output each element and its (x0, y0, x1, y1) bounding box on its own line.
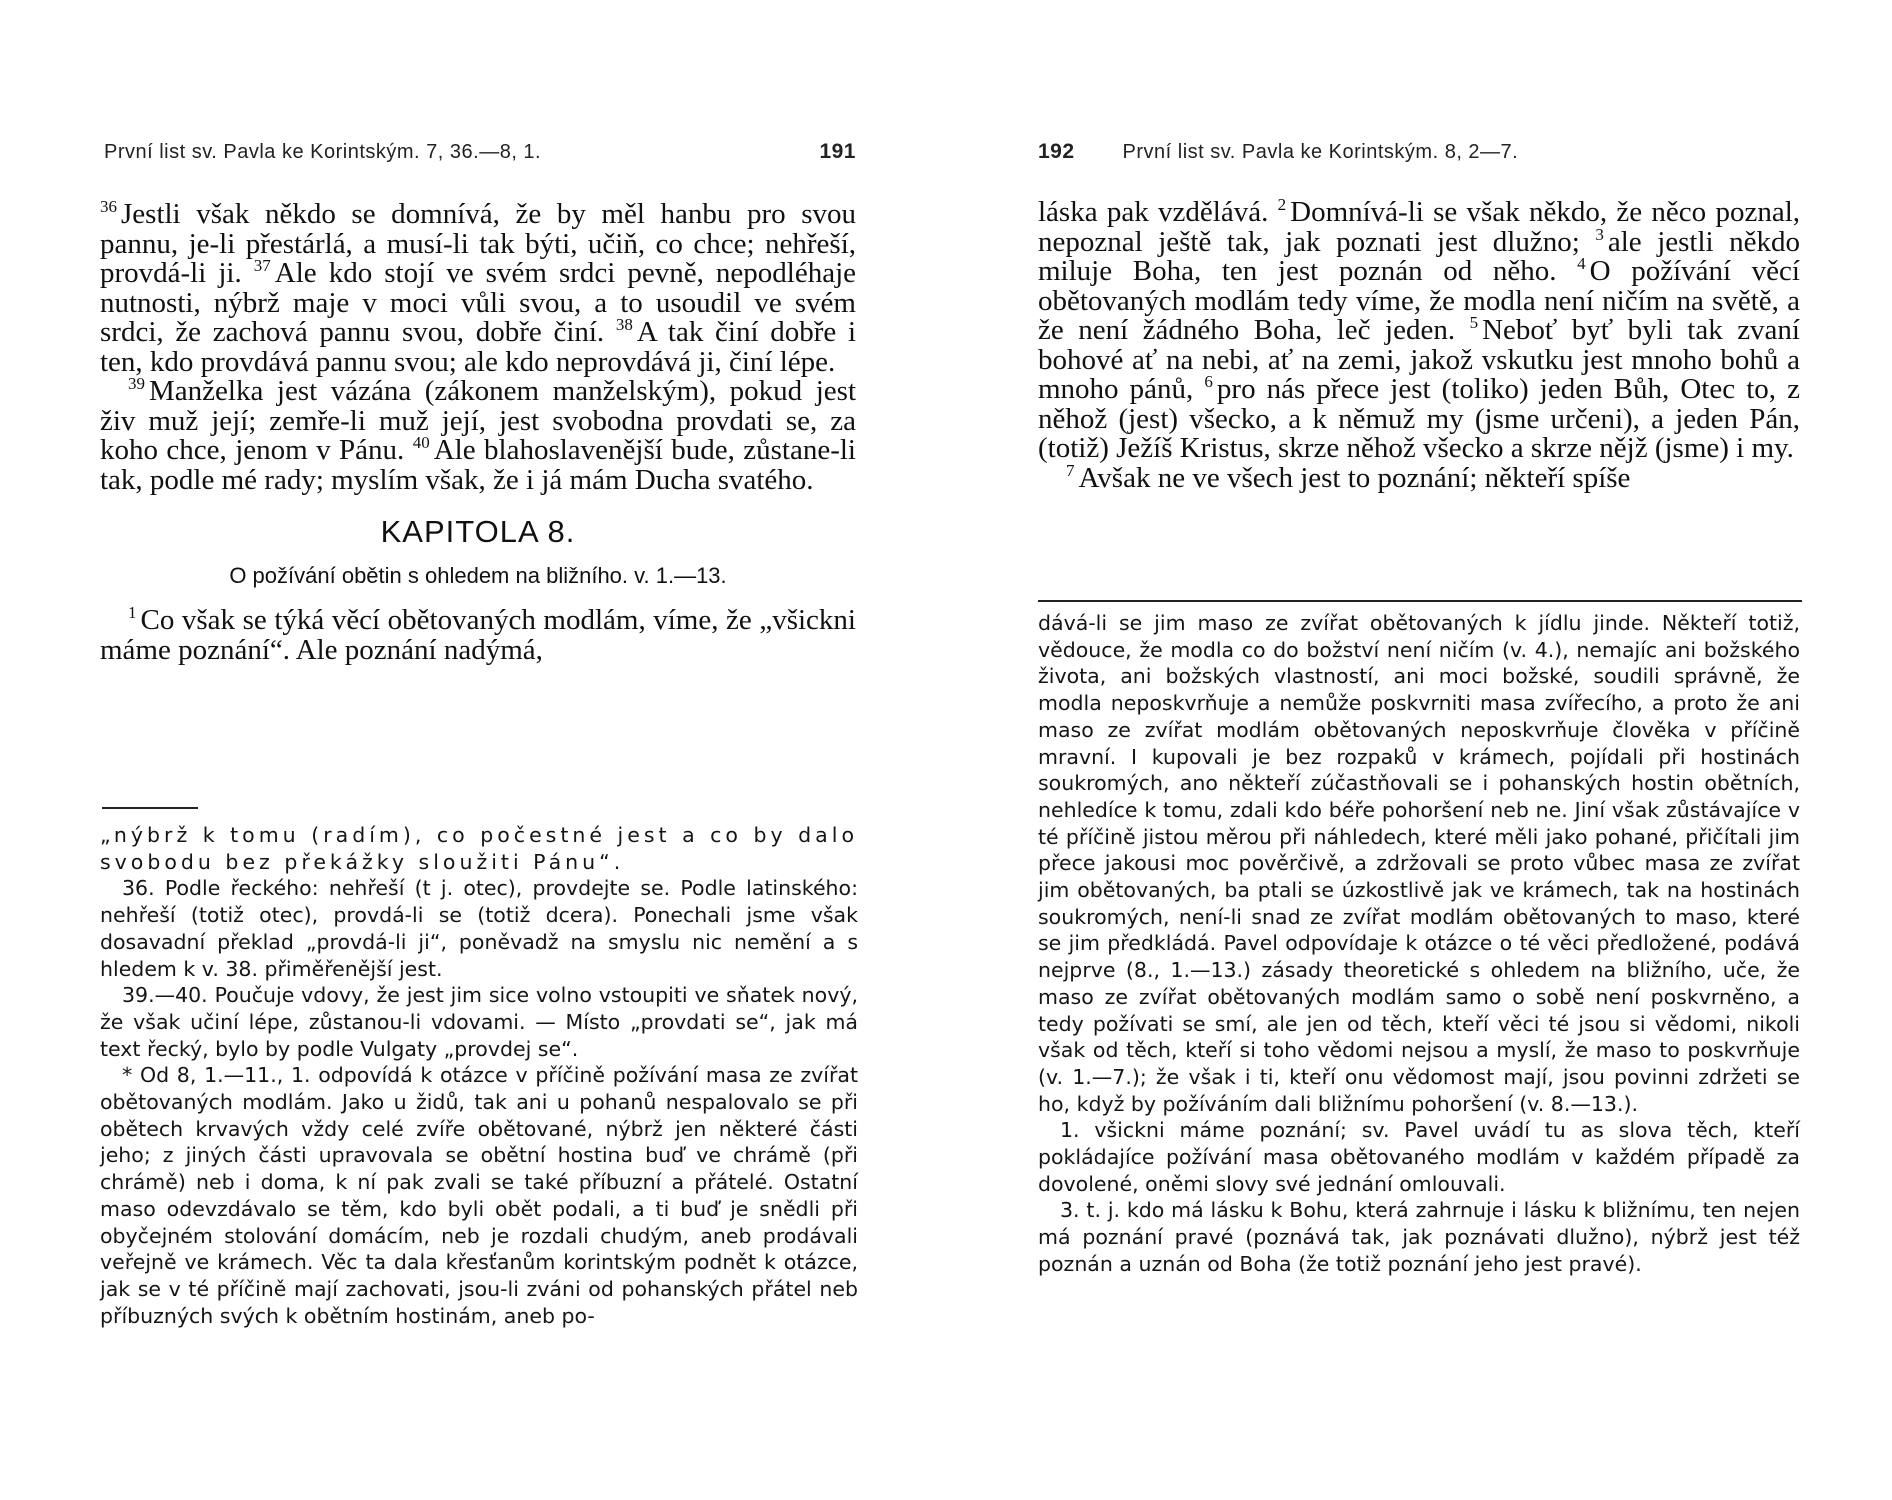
verse-number: 4 (1577, 254, 1586, 274)
verse-number: 40 (412, 433, 430, 453)
chapter-title: KAPITOLA 8. (380, 514, 576, 549)
verse-paragraph (1038, 460, 1800, 494)
verse-number: 1 (128, 603, 137, 623)
verse-paragraph (100, 197, 857, 378)
verse-text: Avšak ne ve všech jest to poznání; někteří spíše (1078, 461, 1631, 494)
main-text-right (1038, 195, 1801, 494)
verse-text: Jestli však někdo se domnívá, že by měl hanbu pro svou pannu, je-li přestárlá, a musí-li tak býti, učiň, co chce; nehřeší, provdá-li ji. (100, 198, 856, 289)
verse-paragraph (100, 374, 856, 496)
verse-number: 36 (100, 197, 117, 217)
footnote-divider (102, 807, 198, 809)
running-head-left (104, 140, 856, 174)
verse-text: Ale kdo stojí ve svém srdci pevně, nepodléhaje nutnosti, nýbrž maje v moci vůli svou, a to usoudil ve svém srdci, že zachová pannu svou, dobře činí. (100, 257, 857, 348)
footnote: 39.—40. Poučuje vdovy, že jest jim sice volno vstoupiti ve sňatek nový, že však učiní lépe, zůstanou-li vdovami. — Místo „provdati se“, jak má text řecký, bylo by podle Vulgaty „provdej se“. (100, 983, 858, 1061)
verse-text: A tak činí dobře i ten, kdo provdává pannu svou; ale kdo neprovdává ji, činí lépe. (100, 316, 857, 378)
footnote-divider (1038, 600, 1802, 602)
header-title-left: První list sv. Pavla ke Korintským. 7, 36.—8, 1. (104, 141, 542, 163)
verse-number: 6 (1204, 372, 1213, 392)
footnote: 1. všickni máme poznání; sv. Pavel uvádí tu as slova těch, kteří pokládajíce požívání masa obětovaného modlám v každém případě za dovolené, oněmi slovy své jednání omlouvali. (1038, 1118, 1800, 1196)
footnote: 36. Podle řeckého: nehřeší (t j. otec), provdejte se. Podle latinského: nehřeší (totiž otec), provdá-li se (totiž dcera). Ponechali jsme však dosavadní překlad „provdá-li ji“, poněvadž na smyslu nic nemění a s hledem k v. 38. přiměřenější jest. (100, 876, 858, 981)
verse-text: O požívání věcí obětovaných modlám tedy víme, že modla není ničím na světě, a že není žádného Boha, leč jeden. (1038, 255, 1800, 346)
verse-text: Manželka jest vázána (zákonem manželským), pokud jest živ muž její; zemře-li muž její, jest svobodna provdati se, za koho chce, jenom v Pánu. (100, 375, 856, 466)
right-page (946, 0, 1892, 1500)
running-head-right (1038, 140, 1798, 174)
verse-number: 7 (1066, 460, 1075, 480)
verse-paragraph (100, 603, 856, 666)
chapter-summary: O požívání obětin s ohledem na bližního. v. 1.—13. (229, 562, 727, 588)
verse-text: Ale blahoslavenější bude, zůstane-li tak, podle mé rady; myslím však, že i já mám Ducha svatého. (100, 434, 856, 496)
verse-text: Co však se týká věcí obětovaných modlám, víme, že „všickni máme poznání“. Ale poznání nadýmá, (100, 604, 856, 666)
verse-number: 2 (1277, 195, 1287, 215)
verse-text: Domnívá-li se však někdo, že něco poznal, nepoznal ještě tak, jak poznati jest dlužno; (1038, 196, 1800, 258)
footnote: 3. t. j. kdo má lásku k Bohu, která zahrnuje i lásku k bližnímu, ten nejen má poznání pravé (poznává tak, jak poznávati dlužno), nýbrž jest též poznán a uznán od Boha (že totiž poznání jeho jest pravé). (1038, 1198, 1800, 1276)
verse-number: 37 (253, 256, 271, 276)
main-text-left (100, 197, 857, 666)
footnotes-left (100, 822, 858, 1329)
verse-text: pro nás přece jest (toliko) jeden Bůh, Otec to, z něhož (jest) všecko, a k němuž my (jsme určeni), a jeden Pán, (totiž) Ježíš Kristus, skrze něhož všecko a skrze nějž (jsme) i my. (1038, 373, 1800, 464)
footnote: „nýbrž k tomu (radím), co počestné jest a co by dalo svobodu bez překážky sloužiti Pánu“. (100, 823, 858, 874)
verse-number: 38 (615, 315, 633, 335)
verse-paragraph (1038, 195, 1801, 464)
verse-text: Neboť byť byli tak zvaní bohové ať na nebi, ať na zemi, jakož vskutku jest mnoho bohů a mnoho pánů, (1038, 314, 1800, 405)
footnote: * Od 8, 1.—11., 1. odpovídá k otázce v příčině požívání masa ze zvířat obětovaných modlám. Jako u židů, tak ani u pohanů nespalovalo se při obětech krvavých vždy celé zvíře obětované, nýbrž jen některé části jeho; z jiných části upravovala se obětní hostina buď ve chrámě (při chrámě) neb i doma, k ní pak zvali se také příbuzní a přátelé. Ostatní maso odevzdávalo se těm, kdo byli obět podali, a ti buď je snědli při obyčejném stolování domácím, neb je rozdali chudým, aneb prodávali veřejně ve krámech. Věc ta dala křesťanům korintským podnět k otázce, jak se v té příčině mají zachovati, jsou-li zváni od pohanských přátel neb příbuzných svých k obětním hostinám, aneb po- (100, 1063, 858, 1328)
verse-number: 3 (1595, 224, 1604, 244)
page-number-right: 192 (1038, 140, 1075, 163)
footnote: dává-li se jim maso ze zvířat obětovaných k jídlu jinde. Někteří totiž, vědouce, že modla co do božství není ničím (v. 4.), nemajíc ani božského života, ani božských vlastností, ani moci božské, soudili správně, že modla neposkvrňuje a nemůže poskvrniti masa zvířecího, a proto že ani maso ze zvířat modlám obětovaných neposkvrňuje člověka v příčině mravní. I kupovali je bez rozpaků v krámech, pojídali při hostinách soukromých, ano někteří zúčastňovali se i pohanských hostin obětních, nehledíce k tomu, zdali kdo béře pohoršení neb ne. Jiní však zůstávajíce v té příčině jistou měrou při náhledech, které měli jako pohané, přičítali jim přece jakousi moc pověrčivě, a zdržovali se proto vůbec masa ze zvířat jim obětovaných, ba ptali se úzkostlivě jak ve krámech, tak na hostinách soukromých, není-li snad ze zvířat modlám obětovaných to maso, které se jim předkládá. Pavel odpovídaje k otázce o té věci předložené, podává nejprve (8., 1.—13.) zásady theoretické s ohledem na bližního, uče, že maso ze zvířat obětovaných modlám samo o sobě není poskvrněno, a tedy požívati se smí, ale jen od těch, kteří věci té jsou si vědomi, nikoli však od těch, kteří si toho vědomi nejsou a myslí, že maso to poskvrňuje (v. 1.—7.); že však i ti, kteří onu vědomost mají, jsou povinni zdržeti se ho, když by požíváním dali bližnímu pohoršení (v. 8.—13.). (1038, 611, 1800, 1116)
page-number-left: 191 (819, 140, 856, 163)
verse-text: ale jestli někdo miluje Boha, ten jest poznán od něho. (1038, 225, 1801, 287)
header-title-right: První list sv. Pavla ke Korintským. 8, 2—7. (1122, 141, 1519, 163)
verse-number: 5 (1469, 313, 1479, 333)
verse-number: 39 (128, 374, 145, 394)
footnotes-right (1038, 610, 1800, 1278)
verse-text: láska pak vzdělává. (1038, 196, 1269, 228)
